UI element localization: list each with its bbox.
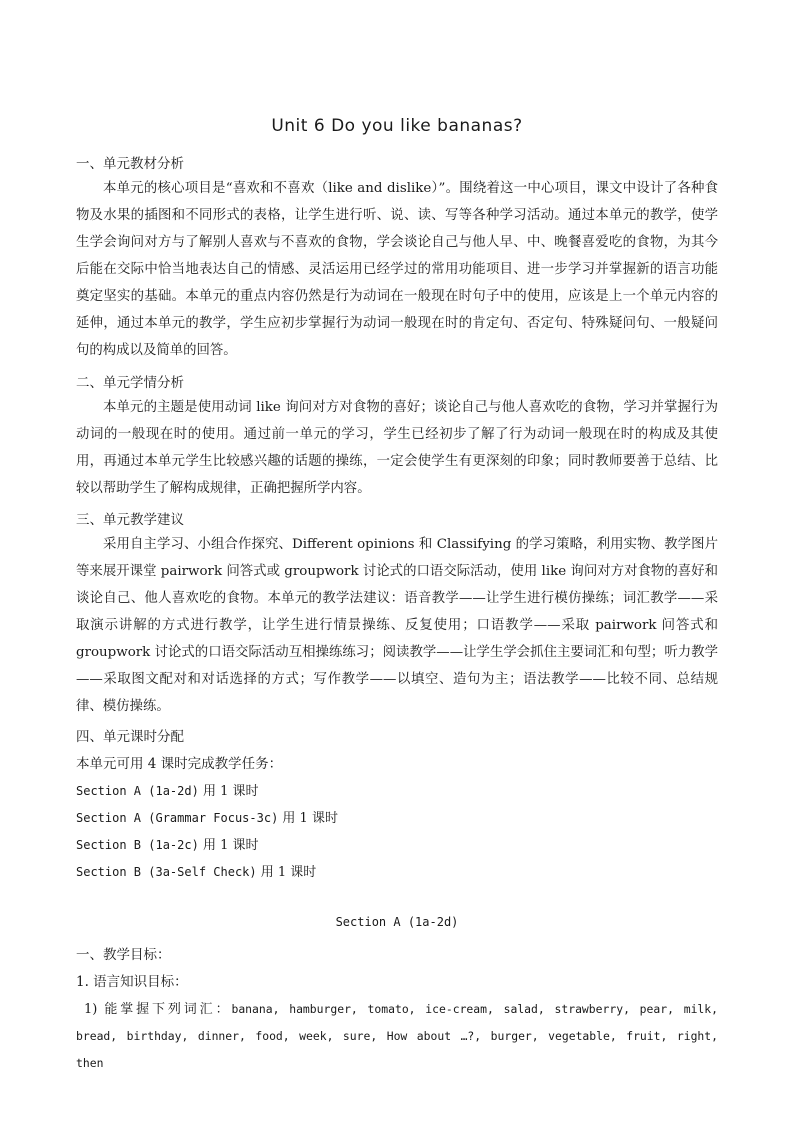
section-heading-1: 一、单元教材分析 [76, 156, 184, 172]
section-heading-3: 三、单元教学建议 [76, 512, 184, 528]
goal-heading: 一、教学目标： [76, 947, 171, 963]
lesson-time: 用 1 课时 [278, 811, 338, 826]
lesson-time: 用 1 课时 [198, 838, 259, 853]
section-title: Section A (1a-2d) [335, 915, 459, 929]
lesson-line-4 [76, 861, 316, 880]
vocab-words: banana, hamburger, tomato, ice-cream, salad, strawberry, pear, milk, bread, birthday, dinner, food, week, sure, How about …?, burger, vegetable, fruit, right, then [76, 1002, 719, 1070]
lesson-code: Section B (3a-Self Check) [76, 865, 257, 879]
unit-title: Unit 6 Do you like bananas? [271, 116, 523, 136]
vocab-paragraph [76, 996, 718, 1077]
lesson-line-1 [76, 780, 259, 799]
vocab-label: 1) 能掌握下列词汇： [84, 1002, 232, 1017]
section-paragraph-2: 本单元的主题是使用动词 like 询问对方对食物的喜好；谈论自己与他人喜欢吃的食物，学习并掌握行为动词的一般现在时的使用。通过前一单元的学习，学生已经初步了解了行为动词一般现在时的构成及其使用，再通过本单元学生比较感兴趣的话题的操练，一定会使学生有更深刻的印象；同时教师要善于总结、比较以帮助学生了解构成规律，正确把握所学内容。 [76, 400, 718, 496]
goal-subheading: 1. 语言知识目标： [76, 974, 188, 990]
lesson-code: Section A (1a-2d) [76, 784, 199, 798]
lesson-line-2 [76, 807, 338, 826]
section-heading-4: 四、单元课时分配 [76, 729, 184, 745]
lesson-intro: 本单元可用 4 课时完成教学任务： [76, 756, 283, 772]
section-paragraph-3: 采用自主学习、小组合作探究、Different opinions 和 Classifying 的学习策略，利用实物、教学图片等来展开课堂 pairwork 问答式或 groupwork 讨论式的口语交际活动，使用 like 询问对方对食物的喜好和谈论自己、他人喜欢吃的食物。本单元的教学法建议：语音教学——让学生进行模仿操练；词汇教学——采取演示讲解的方式进行教学，让学生进行情景操练、反复使用；口语教学——采取 pairwork 问答式和 groupwork 讨论式的口语交际活动互相操练练习；阅读教学——让学生学会抓住主要词汇和句型；听力教学——采取图文配对和对话选择的方式；写作教学——以填空、造句为主；语法教学——比较不同、总结规律、模仿操练。 [76, 537, 718, 714]
lesson-line-3 [76, 834, 259, 853]
lesson-code: Section A (Grammar Focus-3c) [76, 811, 279, 825]
lesson-time: 用 1 课时 [256, 865, 317, 880]
section-paragraph-1: 本单元的核心项目是“喜欢和不喜欢（like and dislike）”。围绕着这一中心项目，课文中设计了各种食物及水果的插图和不同形式的表格，让学生进行听、说、读、写等各种学习活动。通过本单元的教学，使学生学会询问对方与了解别人喜欢与不喜欢的食物，学会谈论自己与他人早、中、晚餐喜爱吃的食物，为其今后能在交际中恰当地表达自己的情感、灵活运用已经学过的常用功能项目、进一步学习并掌握新的语言功能奠定坚实的基础。本单元的重点内容仍然是行为动词在一般现在时句子中的使用，应该是上一个单元内容的延伸，通过本单元的教学，学生应初步掌握行为动词一般现在时的肯定句、否定句、特殊疑问句、一般疑问句的构成以及简单的回答。 [76, 181, 718, 358]
section-heading-2: 二、单元学情分析 [76, 375, 184, 391]
lesson-code: Section B (1a-2c) [76, 838, 199, 852]
lesson-time: 用 1 课时 [198, 784, 259, 799]
